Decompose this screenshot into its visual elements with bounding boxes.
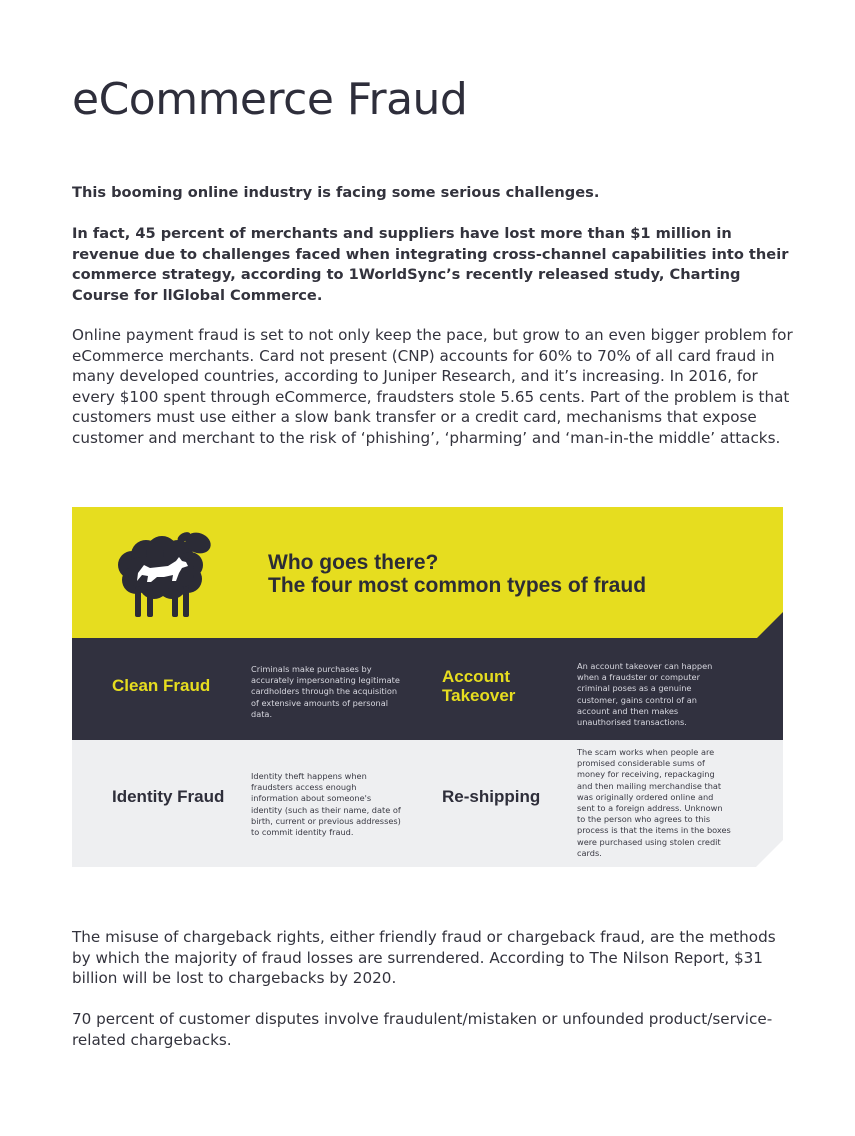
corner-fold-bottom	[756, 840, 783, 867]
fraud-description-account-takeover: An account takeover can happen when a fraudster or computer criminal poses as a genuine customer, gains control of an account and then makes unauthorised transactions.	[577, 661, 713, 728]
fraud-type-clean-fraud: Clean Fraud	[112, 676, 211, 695]
page-title: eCommerce Fraud	[72, 74, 468, 125]
headline-line-1: Who goes there?	[268, 551, 439, 574]
fraud-types-infographic	[72, 507, 783, 867]
sheep-wolf-icon	[102, 521, 222, 621]
fraud-type-account-takeover: Account Takeover	[442, 667, 516, 705]
intro-paragraph: This booming online industry is facing some serious challenges.	[72, 184, 600, 201]
headline-line-2: The four most common types of fraud	[268, 574, 647, 597]
fraud-description-identity-fraud: Identity theft happens when fraudsters access enough information about someone's identity (such as their name, date of birth, current or previous addresses) to commit identity fraud.	[251, 771, 401, 838]
disputes-paragraph: 70 percent of customer disputes involve fraudulent/mistaken or unfounded product/service-related chargebacks.	[72, 1010, 773, 1049]
fraud-description-clean-fraud: Criminals make purchases by accurately impersonating legitimate cardholders through the acquisition of extensive amounts of personal data.	[251, 664, 400, 719]
corner-fold-top	[757, 612, 783, 638]
fraud-type-identity-fraud: Identity Fraud	[112, 787, 225, 806]
infographic-headline	[268, 551, 646, 597]
fraud-description-re-shipping: The scam works when people are promised considerable sums of money for receiving, repackaging and then mailing merchandise that was originally ordered online and sent to a foreign address. Unknown to the person who agrees to this process is that the items in the boxes were purchased using stolen credit cards.	[577, 747, 731, 858]
chargeback-paragraph: The misuse of chargeback rights, either friendly fraud or chargeback fraud, are the methods by which the majority of fraud losses are surrendered. According to The Nilson Report, $31 billion will be lost to chargebacks by 2020.	[72, 928, 776, 987]
payment-fraud-paragraph: Online payment fraud is set to not only keep the pace, but grow to an even bigger problem for eCommerce merchants. Card not present (CNP) accounts for 60% to 70% of all card fraud in many developed countries, according to Juniper Research, and it’s increasing. In 2016, for every $100 spent through eCommerce, fraudsters stole 5.65 cents. Part of the problem is that customers must use either a slow bank transfer or a credit card, mechanisms that expose customer and merchant to the risk of ‘phishing’, ‘pharming’ and ‘man-in-the middle’ attacks.	[72, 326, 793, 447]
fraud-type-re-shipping: Re-shipping	[442, 787, 541, 806]
fact-paragraph: In fact, 45 percent of merchants and suppliers have lost more than $1 million in revenue due to challenges faced when integrating cross-channel capabilities into their commerce strategy, according to 1WorldSync’s recently released study, Charting Course for llGlobal Commerce.	[72, 225, 789, 304]
